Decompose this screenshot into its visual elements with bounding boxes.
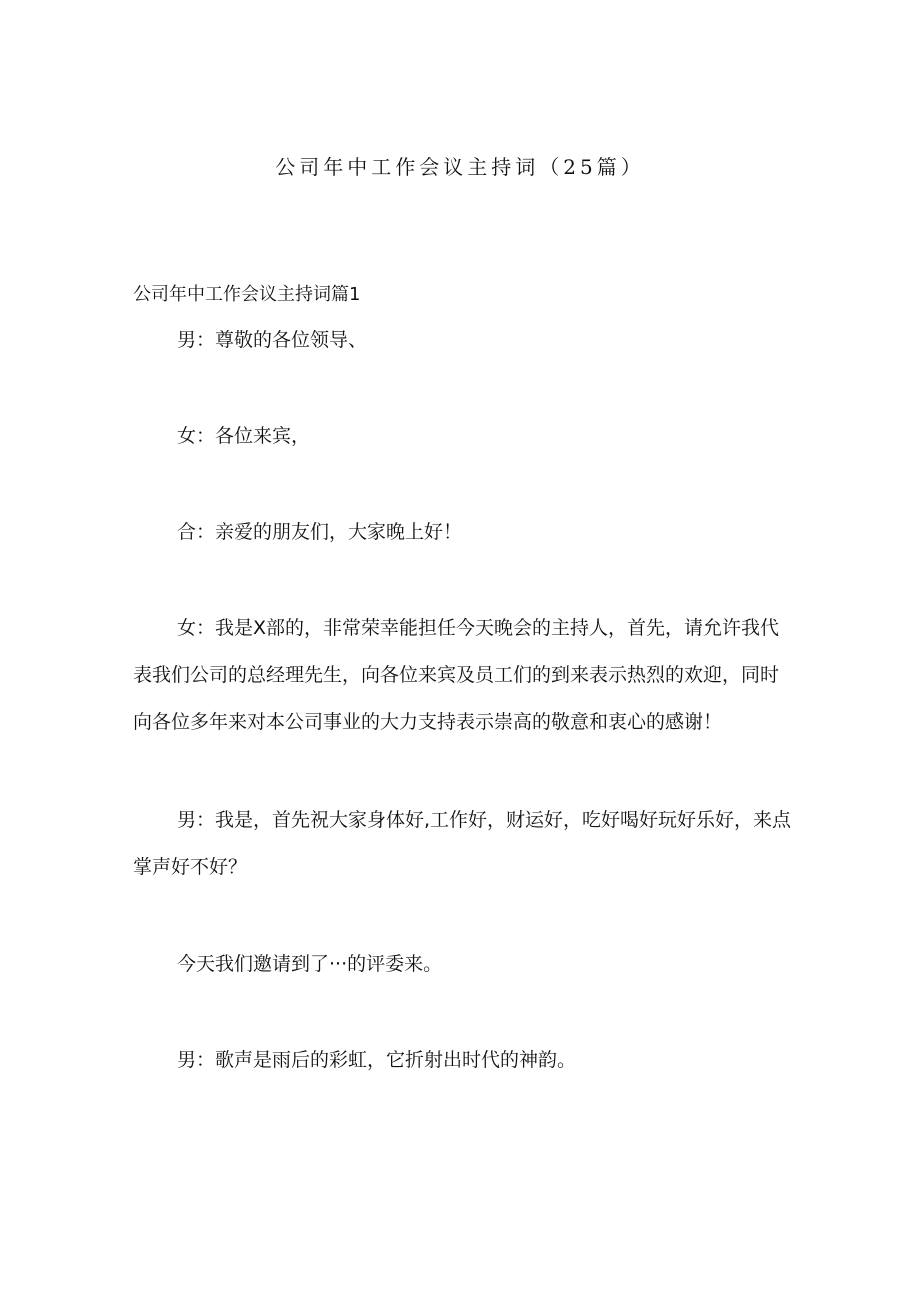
paragraph-4: 女：我是X部的，非常荣幸能担任今天晚会的主持人，首先，请允许我代表我们公司的总经理先生，向各位来宾及员工们的到来表示热烈的欢迎，同时向各位多年来对本公司事业的大力支持表示崇高的敬意和衷心的感谢！ [133,617,780,733]
document-title: 公司年中工作会议主持词（25篇） [275,155,645,179]
section-heading: 公司年中工作会议主持词篇1 [133,284,361,305]
paragraph-1: 男：尊敬的各位领导、 [177,329,368,351]
paragraph-2: 女：各位来宾， [177,425,311,447]
paragraph-3: 合：亲爱的朋友们，大家晚上好！ [177,521,463,543]
paragraph-7: 男：歌声是雨后的彩虹，它折射出时代的神韵。 [177,1049,577,1071]
paragraph-5: 男：我是，首先祝大家身体好,工作好，财运好，吃好喝好玩好乐好，来点掌声好不好？ [133,809,792,878]
paragraph-6: 今天我们邀请到了···的评委来。 [177,953,443,975]
